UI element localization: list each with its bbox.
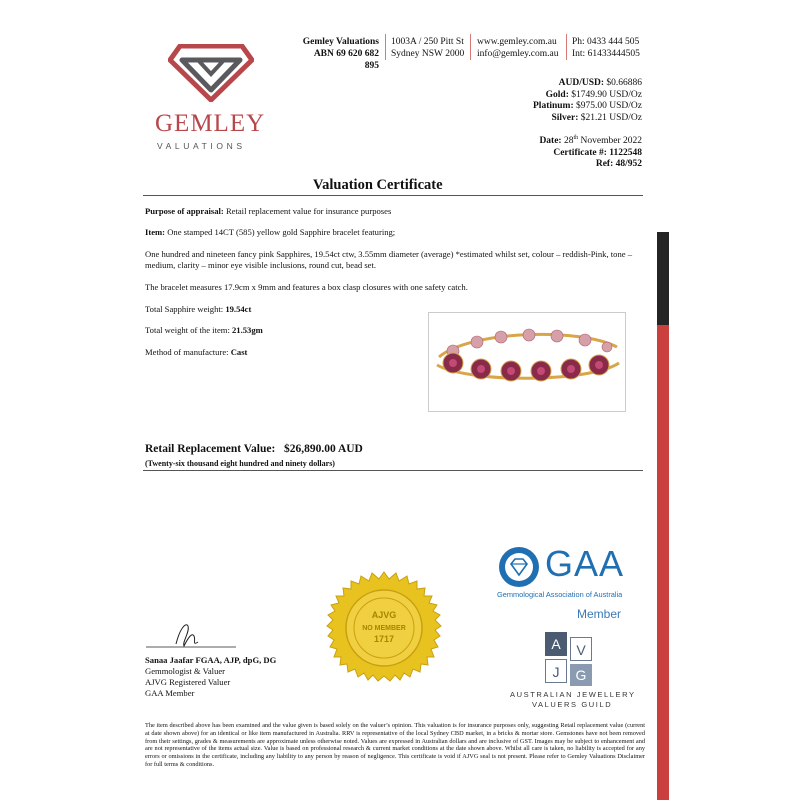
company-name: Gemley Valuations	[302, 37, 379, 47]
platinum-label: Platinum:	[533, 101, 574, 111]
metal-rates	[533, 78, 642, 124]
gold-label: Gold:	[545, 89, 569, 100]
retail-value-line	[145, 443, 363, 455]
seal-line1: AJVG	[371, 610, 397, 620]
sapphire-weight-value: 19.54ct	[225, 304, 252, 314]
purpose-line	[145, 206, 391, 217]
company-block	[299, 36, 379, 72]
website-link[interactable]: www.gemley.com.au	[477, 37, 557, 47]
web-block	[477, 36, 558, 60]
signatory-registration: AJVG Registered Valuer	[145, 677, 231, 687]
side-stripe-red	[657, 325, 669, 800]
silver-value: $21.21 USD/Oz	[580, 112, 642, 123]
value-rule	[143, 470, 643, 471]
retail-value-amount: $26,890.00 AUD	[283, 443, 363, 455]
certificate-meta	[539, 133, 642, 171]
date-label: Date:	[539, 136, 562, 147]
purpose-value: Retail replacement value for insurance purposes	[225, 206, 392, 216]
ajvg-letter-v: V	[570, 637, 592, 661]
silver-label: Silver:	[551, 112, 579, 123]
address-line2: Sydney NSW 2000	[391, 49, 465, 59]
method-value: Cast	[230, 347, 248, 357]
date-suffix: th	[573, 135, 579, 141]
gaa-member-label: Member	[577, 607, 622, 621]
sapphire-weight-label: Total Sapphire weight:	[145, 304, 224, 314]
divider	[385, 34, 386, 60]
signatory-role: Gemmologist & Valuer	[145, 666, 226, 676]
date-month-year: November 2022	[580, 136, 642, 147]
aud-usd-value: $0.66886	[606, 78, 642, 88]
disclaimer-text: The item described above has been examined and the value given is based solely on the valuer’s opinion. This valuation is for insurance purposes only, suggesting Retail replacement value (current at date shown above) for an identical or like item manufactured in Australia. RRV is representative of the local Sydney CBD market, in a bricks & mortar store. Gemstones have not been removed from their settings, grades & measurements are approximate unless otherwise noted. Values are expressed in Australian dollars and are inclusive of GST. Images may be subject to enhancement and are not representative of the items actual size. Value is based on professional research & current market conditions at the date shown above. Whilst all care is taken, no liability is accepted for any errors or omissions in the certificate, including any liability to any person by reason of negligence. This certificate is void if AJVG seal is not present. Please refer to Gemley Valuations Disclaimer for full terms & conditions.	[145, 722, 645, 768]
divider	[470, 34, 471, 60]
sapphire-weight-line	[145, 304, 251, 315]
divider	[566, 34, 567, 60]
total-weight-value: 21.53gm	[232, 325, 263, 335]
ajvg-line2: VALUERS GUILD	[532, 700, 613, 709]
gaa-emblem-icon	[498, 546, 540, 588]
ajvg-letter-a: A	[545, 632, 567, 656]
address-block	[391, 36, 464, 60]
aud-usd-label: AUD/USD:	[558, 78, 604, 88]
certificate-label: Certificate #:	[553, 147, 607, 158]
platinum-value: $975.00 USD/Oz	[576, 101, 642, 111]
method-label: Method of manufacture:	[145, 347, 229, 357]
signatory-block	[145, 655, 276, 699]
seal-line3: 1717	[373, 634, 395, 644]
gaa-full-name: Gemmological Association of Australia	[497, 590, 623, 599]
title-rule	[143, 195, 643, 196]
measurement-line: The bracelet measures 17.9cm x 9mm and features a box clasp closures with one safety catch.	[145, 282, 468, 292]
brand-name: GEMLEY	[155, 110, 266, 137]
address-line1: 1003A / 250 Pitt St	[391, 37, 464, 47]
total-weight-line	[145, 325, 263, 336]
certificate-number: 1122548	[609, 147, 642, 158]
signatory-membership: GAA Member	[145, 688, 195, 698]
purpose-label: Purpose of appraisal:	[145, 206, 224, 216]
date-day: 28	[563, 136, 574, 147]
diamond-logo-icon	[168, 44, 254, 102]
description-paragraph: One hundred and nineteen fancy pink Sapphires, 19.54ct ctw, 3.55mm diameter (average) *estimated whilst set, colour – reddish-Pink, tone – medium, clarity – minor eye visible inclusions, round cut, bead set.	[145, 249, 633, 270]
company-abn: ABN 69 620 682 895	[313, 49, 379, 71]
phone-block	[572, 36, 640, 60]
phone-number: Ph: 0433 444 505	[572, 37, 640, 47]
retail-value-words: (Twenty-six thousand eight hundred and ninety dollars)	[145, 459, 335, 468]
ajvg-logo	[545, 632, 595, 684]
intl-number: Int: 61433444505	[572, 49, 640, 59]
total-weight-label: Total weight of the item:	[145, 325, 230, 335]
signatory-name: Sanaa Jaafar FGAA, AJP, dpG, DG	[145, 655, 277, 665]
bracelet-image-icon	[429, 313, 625, 411]
ajvg-seal-icon	[322, 570, 446, 694]
seal-line2: NO MEMBER	[362, 625, 406, 632]
retail-value-label: Retail Replacement Value:	[145, 443, 276, 455]
item-value: One stamped 14CT (585) yellow gold Sapphire bracelet featuring;	[167, 227, 396, 237]
ajvg-letter-j: J	[545, 659, 567, 683]
ajvg-letter-g: G	[570, 664, 592, 686]
ref-number: 48/952	[615, 159, 642, 170]
signature-icon	[146, 618, 236, 650]
gaa-abbr: GAA	[545, 543, 625, 584]
email-link[interactable]: info@gemley.com.au	[477, 49, 559, 59]
gold-value: $1749.90 USD/Oz	[571, 89, 642, 100]
ref-label: Ref:	[595, 159, 614, 170]
ajvg-line1: AUSTRALIAN JEWELLERY	[510, 690, 636, 699]
bracelet-photo	[428, 312, 626, 412]
page-title: Valuation Certificate	[313, 177, 443, 193]
item-label: Item:	[145, 227, 166, 237]
method-line	[145, 347, 247, 358]
item-line	[145, 227, 395, 238]
brand-subtitle: VALUATIONS	[157, 141, 246, 151]
